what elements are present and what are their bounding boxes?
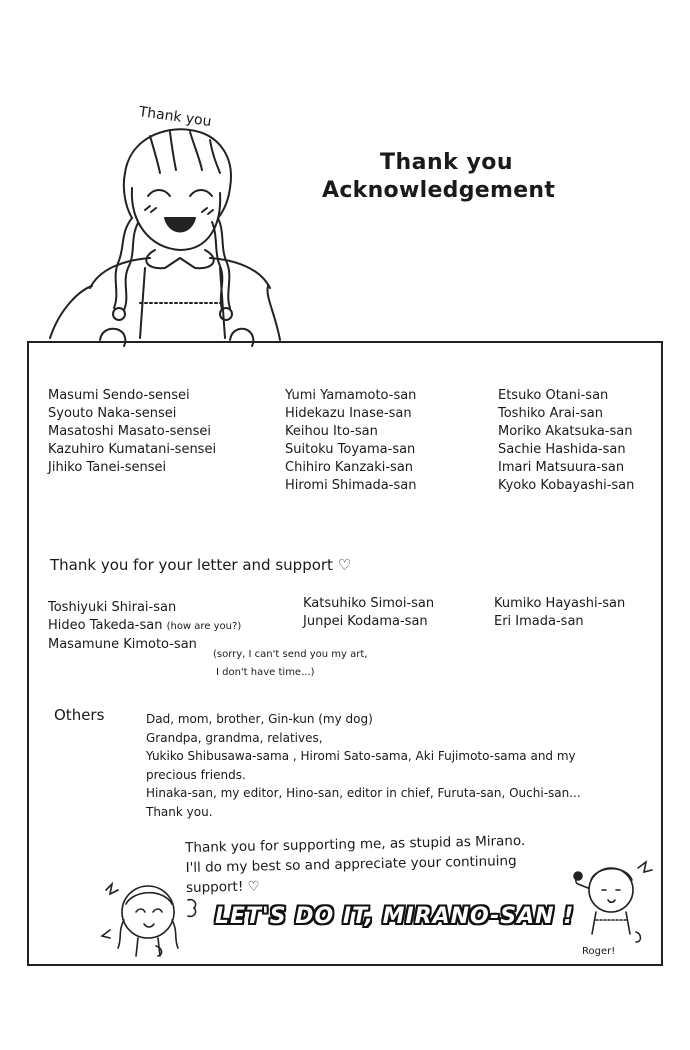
list-item: Kumiko Hayashi-san xyxy=(494,596,626,611)
list-item: Hideo Takeda-san xyxy=(48,618,163,633)
list-item: Toshiyuki Shirai-san xyxy=(48,600,177,615)
girl-illustration xyxy=(30,118,300,350)
list-item: Grandpa, grandma, relatives, xyxy=(146,730,323,745)
credits-column-1 xyxy=(48,387,216,477)
letters-column-2 xyxy=(303,595,434,631)
list-item: Imari Matsuura-san xyxy=(498,460,625,475)
roger-caption: Roger! xyxy=(582,946,616,957)
list-item: Moriko Akatsuka-san xyxy=(498,424,633,439)
list-item: Jihiko Tanei-sensei xyxy=(48,460,167,475)
list-item: precious friends. xyxy=(146,767,246,782)
list-item: Keihou Ito-san xyxy=(285,424,378,439)
list-item: Toshiko Arai-san xyxy=(498,406,603,421)
list-item: Chihiro Kanzaki-san xyxy=(285,460,414,475)
letters-heading: Thank you for your letter and support ♡ xyxy=(50,556,352,574)
chibi-girl-left-illustration xyxy=(98,870,208,960)
list-item: Eri Imada-san xyxy=(494,614,584,629)
closing-message: Thank you for supporting me, as stupid as Mirano. I'll do my best so and appreciate your continuing support! ♡ xyxy=(185,832,526,896)
list-item: Masamune Kimoto-san xyxy=(48,637,197,652)
list-item: Etsuko Otani-san xyxy=(498,388,609,403)
list-item: Hidekazu Inase-san xyxy=(285,406,412,421)
others-list xyxy=(146,710,581,821)
list-item: Thank you. xyxy=(146,804,213,819)
list-item: Yumi Yamamoto-san xyxy=(285,388,417,403)
credits-column-2 xyxy=(285,387,416,495)
slogan-banner: LET'S DO IT, MIRANO-SAN ! xyxy=(215,904,575,929)
kimoto-note: (sorry, I can't send you my art, I don't have time...) xyxy=(213,649,368,678)
list-item: Masumi Sendo-sensei xyxy=(48,388,190,403)
chibi-boy-right-illustration xyxy=(566,850,656,950)
list-item: Hiromi Shimada-san xyxy=(285,478,417,493)
list-item: Syouto Naka-sensei xyxy=(48,406,177,421)
credits-column-3 xyxy=(498,387,634,495)
list-item: Suitoku Toyama-san xyxy=(285,442,416,457)
page-title-line1: Thank you xyxy=(380,150,514,175)
list-item-note: (how are you?) xyxy=(166,621,242,632)
list-item: Katsuhiko Simoi-san xyxy=(303,596,435,611)
list-item: Kyoko Kobayashi-san xyxy=(498,478,635,493)
page-title-line2: Acknowledgement xyxy=(322,178,556,203)
list-item: Junpei Kodama-san xyxy=(303,614,428,629)
list-item: Hinaka-san, my editor, Hino-san, editor in chief, Furuta-san, Ouchi-san... xyxy=(146,786,581,800)
letters-column-3 xyxy=(494,595,625,631)
list-item: Kazuhiro Kumatani-sensei xyxy=(48,442,217,457)
list-item: Dad, mom, brother, Gin-kun (my dog) xyxy=(146,712,373,726)
thank-you-note: Thank you xyxy=(137,104,213,131)
others-label: Others xyxy=(54,706,105,724)
list-item: Yukiko Shibusawa-sama , Hiromi Sato-sama, Aki Fujimoto-sama and my xyxy=(146,749,576,763)
list-item: Masatoshi Masato-sensei xyxy=(48,424,212,439)
list-item: Sachie Hashida-san xyxy=(498,442,626,457)
